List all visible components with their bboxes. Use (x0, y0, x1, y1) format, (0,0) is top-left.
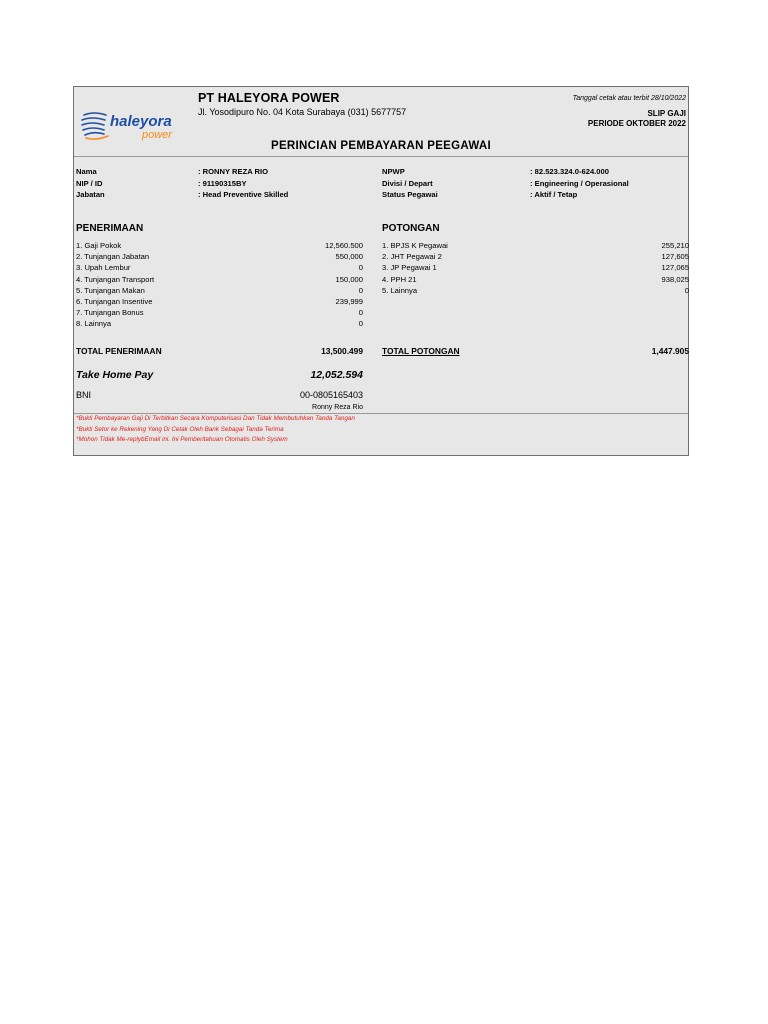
earning-item (76, 286, 363, 297)
take-home-pay-label: Take Home Pay (76, 369, 154, 381)
deduction-item (382, 275, 689, 286)
info-value: : Aktif / Tetap (530, 190, 578, 199)
earning-amount: 0 (358, 263, 363, 273)
deduction-item (382, 252, 689, 263)
earning-item (76, 275, 363, 286)
account-holder: Ronny Reza Rio (312, 404, 363, 411)
info-row (76, 190, 376, 202)
payslip (73, 86, 689, 456)
info-value: : Engineering / Operasional (530, 178, 629, 188)
info-row (382, 190, 688, 202)
earning-item (76, 308, 363, 319)
total-earnings (76, 346, 363, 356)
earning-item (76, 319, 363, 330)
total-earnings-value: 13,500.499 (321, 346, 363, 356)
company-name: PT HALEYORA POWER (198, 91, 340, 105)
earning-amount: 150,000 (335, 274, 363, 284)
earning-amount: 12,560.500 (324, 241, 363, 250)
company-logo (80, 107, 184, 143)
total-deductions-value: 1,447.905 (651, 346, 689, 356)
document-heading: PERINCIAN PEMBAYARAN PEEGAWAI (270, 140, 491, 152)
earning-name: 1. Gaji Pokok (76, 241, 122, 250)
earning-name: 3. Upah Lembur (76, 263, 131, 273)
deductions-list (382, 241, 689, 297)
info-label: Divisi / Depart (382, 178, 433, 188)
deduction-amount: 127,065 (661, 263, 689, 273)
print-date: Tanggal cetak atau terbit 28/10/2022 (572, 95, 686, 102)
info-row (382, 179, 688, 191)
earning-name: 5. Tunjangan Makan (76, 285, 145, 295)
earning-amount: 550,000 (335, 252, 363, 262)
logo-word-primary: haleyora (110, 113, 172, 130)
deduction-name: 3. JP Pegawai 1 (382, 263, 437, 273)
info-row (76, 179, 376, 191)
info-value: : 82.523.324.0-624.000 (530, 167, 609, 176)
earning-name: 7. Tunjangan Bonus (76, 308, 144, 318)
slip-title: SLIP GAJI (647, 109, 686, 118)
info-label: NIP / ID (76, 178, 103, 188)
deduction-amount: 127,605 (661, 252, 689, 262)
disclaimer-note: *Mohon Tidak Me-replybEmail ini. Ini Pemberitahuan Otomatis Oleh System (76, 436, 288, 443)
earning-amount: 0 (358, 319, 363, 329)
earning-amount: 0 (358, 308, 363, 318)
info-value: : RONNY REZA RIO (198, 167, 269, 176)
logo-word-secondary: power (142, 129, 172, 141)
earning-item (76, 263, 363, 274)
deduction-item (382, 263, 689, 274)
deductions-title: POTONGAN (382, 223, 440, 234)
info-label: NPWP (382, 167, 405, 176)
earning-amount: 0 (358, 285, 363, 295)
info-label: Nama (76, 167, 97, 176)
info-row (76, 167, 376, 179)
earnings-list (76, 241, 363, 331)
earning-name: 4. Tunjangan Transport (76, 274, 155, 284)
employee-info-right (382, 167, 688, 202)
deduction-amount: 0 (684, 285, 689, 295)
info-value: : 91190315BY (198, 178, 247, 188)
earning-name: 6. Tunjangan Insentive (76, 296, 153, 306)
earnings-title: PENERIMAAN (76, 223, 144, 234)
take-home-pay-value: 12,052.594 (310, 369, 363, 381)
employee-info-left (76, 167, 376, 202)
slip-period: PERIODE OKTOBER 2022 (587, 119, 686, 128)
earning-item (76, 252, 363, 263)
deduction-item (382, 286, 689, 297)
disclaimer-note: *Bukti Setor ke Rekening Yang Di Cetak Oleh Bank Sebagai Tanda Terima (76, 425, 284, 433)
deduction-item (382, 241, 689, 252)
company-address: Jl. Yosodipuro No. 04 Kota Surabaya (031) 5677757 (198, 107, 407, 117)
disclaimer-notes (74, 413, 688, 447)
earning-item (76, 241, 363, 252)
deduction-name: 2. JHT Pegawai 2 (382, 252, 442, 262)
earning-item (76, 297, 363, 308)
earning-name: 8. Lainnya (76, 319, 112, 329)
earning-name: 2. Tunjangan Jabatan (76, 252, 150, 262)
deduction-amount: 255,210 (661, 241, 689, 250)
deduction-name: 1. BPJS K Pegawai (382, 241, 448, 250)
info-row (382, 167, 688, 179)
deduction-name: 5. Lainnya (382, 285, 418, 295)
total-deductions-label: TOTAL POTONGAN (382, 346, 460, 356)
deduction-amount: 938,025 (661, 274, 689, 284)
disclaimer-note: *Bukti Pembayaran Gaji Di Terbitkan Secara Komputerisasi Dan Tidak Membutuhkan Tanda Tangan (76, 415, 355, 422)
deduction-name: 4. PPH 21 (382, 274, 417, 284)
bank-account-number: 00-0805165403 (299, 390, 363, 400)
earning-amount: 239,999 (335, 296, 363, 306)
info-value: : Head Preventive Skilled (198, 190, 289, 199)
total-deductions (382, 346, 689, 356)
payslip-header (74, 87, 688, 157)
total-earnings-label: TOTAL PENERIMAAN (76, 346, 162, 356)
info-label: Jabatan (76, 190, 105, 199)
info-label: Status Pegawai (382, 190, 438, 199)
bank-name: BNI (76, 390, 92, 400)
